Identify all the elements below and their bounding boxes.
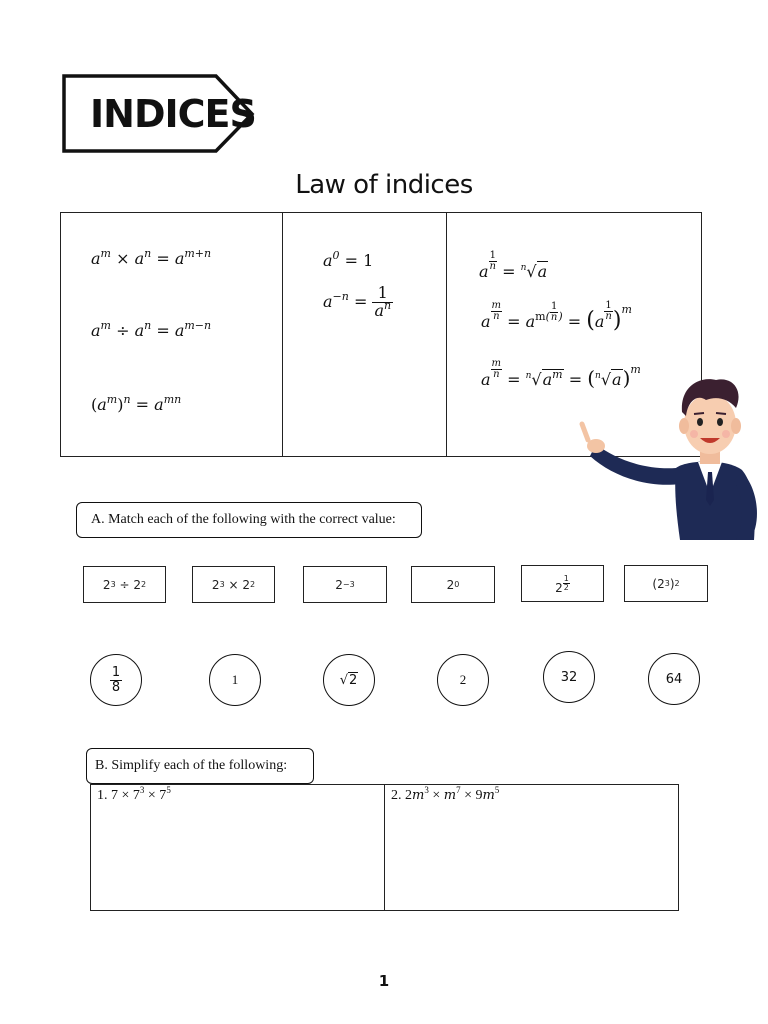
law-product: $a^m \times a^n = a^{m+n}$ <box>91 247 212 268</box>
page-title: INDICES <box>90 92 256 136</box>
value-circle[interactable]: 2 <box>437 654 489 706</box>
value-circle[interactable]: 64 <box>648 653 700 705</box>
law-fractional-root: a $\frac{m}{n}$ = $^n√a^m = (^n√a)^m$ <box>481 358 641 390</box>
page-number: 1 <box>378 972 390 990</box>
value-circle[interactable]: $\frac{1}{8}$ <box>90 654 142 706</box>
expression-box[interactable]: 2 0 <box>411 566 495 603</box>
expression-box[interactable]: 2 3 ÷ 2 2 <box>83 566 166 603</box>
column-divider <box>446 213 447 456</box>
section-b-header: B. Simplify each of the following: <box>86 748 314 784</box>
value-circle[interactable]: 1 <box>209 654 261 706</box>
law-power: $(a^m)^n = a^{mn}$ <box>91 393 182 414</box>
column-divider <box>282 213 283 456</box>
value-circle[interactable]: √2 <box>323 654 375 706</box>
value-circle[interactable]: 32 <box>543 651 595 703</box>
section-a-header: A. Match each of the following with the correct value: <box>76 502 422 538</box>
expression-box[interactable]: 2 1 2 <box>521 565 604 602</box>
law-negative: $a^{-n}$ = $\frac{1}{a^n}$ <box>323 283 392 320</box>
subtitle: Law of indices <box>295 170 473 200</box>
column-divider <box>384 785 385 910</box>
title-banner <box>62 74 258 154</box>
law-zero: $a^0 = 1$ <box>323 249 374 270</box>
expression-box[interactable]: ( 2 3 ) 2 <box>624 565 708 602</box>
question-2[interactable]: 2. $2m^3 \times m^7 \times 9m^5$ <box>391 785 500 803</box>
expression-box[interactable]: 2 −3 <box>303 566 387 603</box>
expression-box[interactable]: 2 3 × 2 2 <box>192 566 275 603</box>
simplify-table <box>90 784 679 911</box>
law-quotient: $a^m \div a^n = a^{m-n}$ <box>91 319 212 340</box>
teacher-illustration <box>576 372 760 540</box>
law-fractional-power: a $\frac{m}{n}$ = $a^{m( \frac{1}{n} )} = (a$ $\frac{1}{n}$ )$^m$ <box>481 300 632 333</box>
question-1[interactable]: 1. $7 \times 7^3 \times 7^5$ <box>97 785 171 803</box>
law-root: a $\frac{1}{n}$ = $^n$√a <box>479 250 548 281</box>
